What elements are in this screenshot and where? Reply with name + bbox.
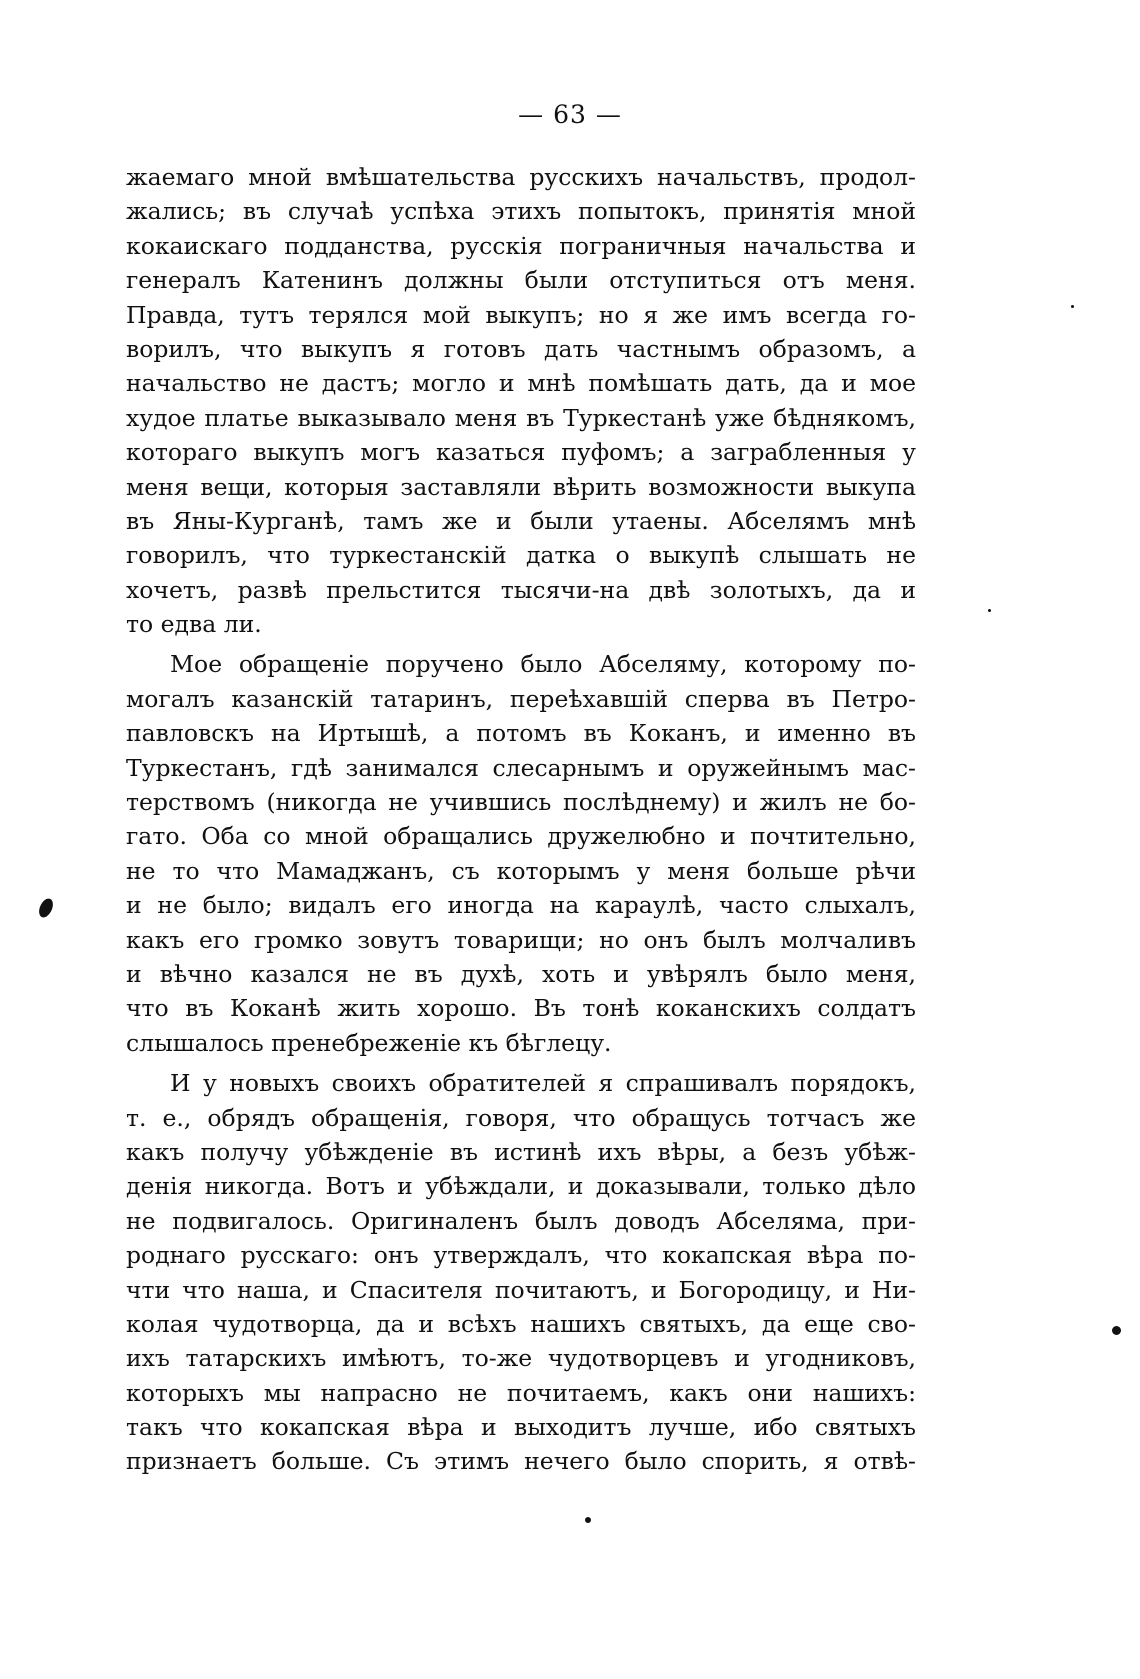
paragraph-3 xyxy=(126,1066,916,1479)
text-line: такъ что кокапская вѣра и выходитъ лучше, ибо святыхъ xyxy=(126,1413,916,1442)
text-line: и вѣчно казался не въ духѣ, хоть и увѣрялъ было меня, xyxy=(126,959,916,988)
text-line: хочетъ, развѣ прельстится тысячи-на двѣ золотыхъ, да и xyxy=(126,575,916,604)
page-number: — 63 — xyxy=(518,100,622,129)
text-line: ворилъ, что выкупъ я готовъ дать частнымъ образомъ, а xyxy=(126,334,916,363)
text-line: т. е., обрядъ обращенія, говоря, что обращусь тотчасъ же xyxy=(126,1103,916,1132)
text-line: терствомъ (никогда не учившись послѣднему) и жилъ не бо- xyxy=(126,788,916,817)
text-line: Правда, тутъ терялся мой выкупъ; но я же имъ всегда го- xyxy=(126,300,916,329)
paragraph-2 xyxy=(126,647,916,1060)
text-line: И у новыхъ своихъ обратителей я спрашивалъ порядокъ, xyxy=(170,1069,916,1098)
text-line: генералъ Катенинъ должны были отступиться отъ меня. xyxy=(126,266,916,295)
text-line: павловскъ на Иртышѣ, а потомъ въ Коканъ, и именно въ xyxy=(126,719,916,748)
text-line: колая чудотворца, да и всѣхъ нашихъ святыхъ, да еще сво- xyxy=(126,1309,916,1338)
text-line: денія никогда. Вотъ и убѣждали, и доказывали, только дѣло xyxy=(126,1172,916,1201)
text-line: меня вещи, которыя заставляли вѣрить возможности выкупа xyxy=(126,472,916,501)
text-line: которыхъ мы напрасно не почитаемъ, какъ они нашихъ: xyxy=(126,1378,916,1407)
ink-blot xyxy=(36,896,55,919)
text-line: слышалось пренебреженіе къ бѣглецу. xyxy=(126,1028,612,1057)
ink-speck xyxy=(988,609,991,612)
text-line: Туркестанъ, гдѣ занимался слесарнымъ и оружейнымъ мас- xyxy=(126,753,916,782)
ink-speck xyxy=(1112,1326,1121,1335)
text-line: гато. Оба со мной обращались дружелюбно и почтительно, xyxy=(126,822,916,851)
text-line: не то что Мамаджанъ, съ которымъ у меня больше рѣчи xyxy=(126,856,916,885)
text-line: говорилъ, что туркестанскій датка о выкупѣ слышать не xyxy=(126,541,916,570)
text-line: начальство не дастъ; могло и мнѣ помѣшать дать, да и мое xyxy=(126,369,916,398)
text-line: какъ получу убѣжденіе въ истинѣ ихъ вѣры, а безъ убѣж- xyxy=(126,1137,916,1166)
text-line: что въ Коканѣ жить хорошо. Въ тонѣ коканскихъ солдатъ xyxy=(126,994,916,1023)
text-line: жались; въ случаѣ успѣха этихъ попытокъ, принятія мной xyxy=(126,197,916,226)
text-line: роднаго русскаго: онъ утверждалъ, что кокапская вѣра по- xyxy=(126,1241,916,1270)
text-line: Мое обращеніе поручено было Абселяму, которому по- xyxy=(170,650,916,679)
text-line: ихъ татарскихъ имѣютъ, то-же чудотворцевъ и угодниковъ, xyxy=(126,1344,916,1373)
text-line: жаемаго мной вмѣшательства русскихъ начальствъ, продол- xyxy=(126,163,916,191)
text-line: кокаискаго подданства, русскія пограничныя начальства и xyxy=(126,231,916,260)
text-line: могалъ казанскій татаринъ, переѣхавшій сперва въ Петро- xyxy=(126,684,916,713)
text-line: признаетъ больше. Съ этимъ нечего было спорить, я отвѣ- xyxy=(126,1447,916,1476)
text-line: то едва ли. xyxy=(126,610,262,639)
text-line: худое платье выказывало меня въ Туркестанѣ уже бѣднякомъ, xyxy=(126,403,916,432)
body-text xyxy=(126,160,916,1479)
text-line: и не было; видалъ его иногда на караулѣ, часто слыхалъ, xyxy=(126,891,916,920)
ink-speck xyxy=(1071,305,1074,308)
paragraph-1 xyxy=(126,160,916,641)
text-line: котораго выкупъ могъ казаться пуфомъ; а заграбленныя у xyxy=(126,438,916,467)
text-line: не подвигалось. Оригиналенъ былъ доводъ Абселяма, при- xyxy=(126,1206,916,1235)
text-line: въ Яны-Курганѣ, тамъ же и были утаены. Абселямъ мнѣ xyxy=(126,506,916,535)
text-line: какъ его громко зовутъ товарищи; но онъ былъ молчаливъ xyxy=(126,925,916,954)
text-line: чти что наша, и Спасителя почитаютъ, и Богородицу, и Ни- xyxy=(126,1275,916,1304)
ink-speck xyxy=(585,1517,591,1523)
